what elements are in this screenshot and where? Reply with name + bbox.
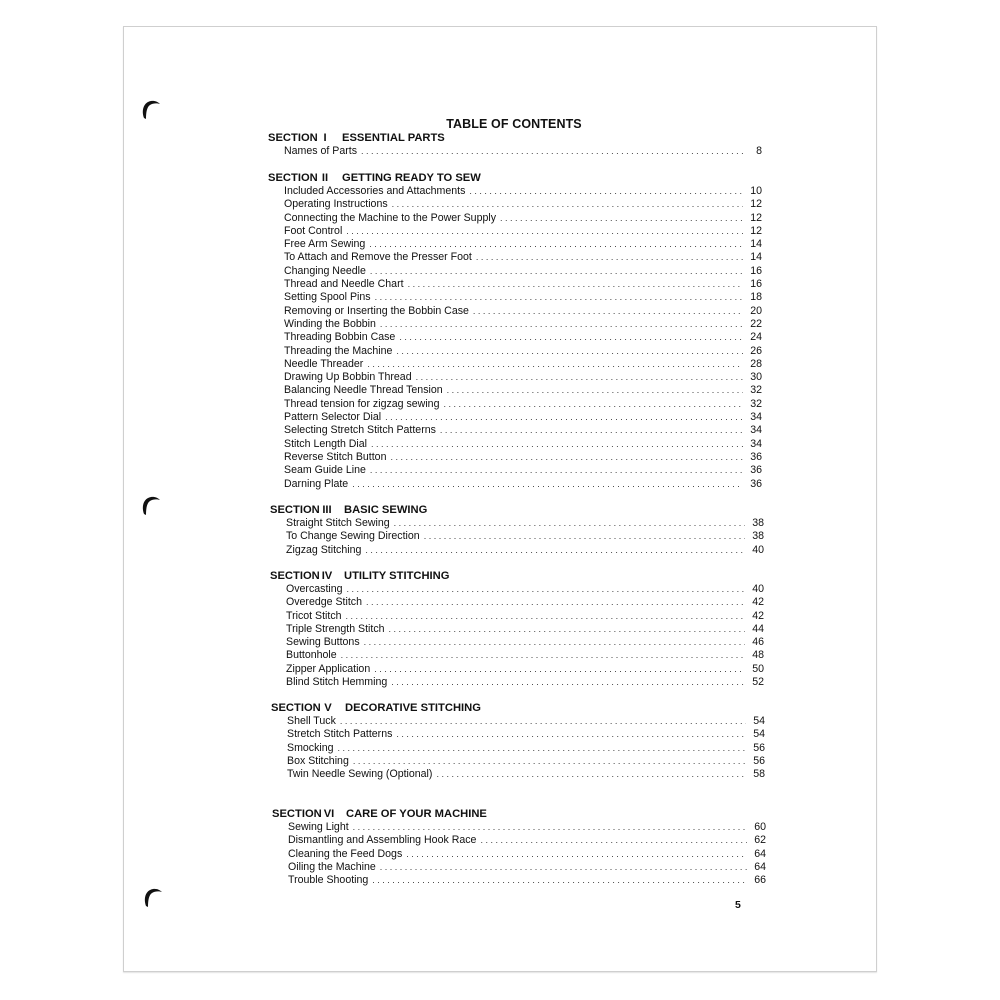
dot-leader — [406, 848, 747, 861]
entry-page-number: 16 — [750, 264, 762, 277]
toc-entry — [288, 834, 766, 847]
entry-label: Overedge Stitch — [286, 596, 362, 609]
entry-label: Dismantling and Assembling Hook Race — [288, 834, 477, 847]
entry-label: Balancing Needle Thread Tension — [284, 384, 443, 397]
entry-page-number: 8 — [756, 145, 762, 157]
toc-entry — [284, 291, 762, 304]
entry-page-number: 56 — [753, 754, 765, 767]
entry-label: Stretch Stitch Patterns — [287, 728, 393, 741]
entry-label: To Change Sewing Direction — [286, 530, 420, 543]
toc-entry — [287, 742, 765, 755]
toc-entry — [286, 530, 764, 543]
dot-leader — [346, 610, 745, 623]
entry-page-number: 44 — [752, 622, 764, 635]
entry-page-number: 24 — [750, 331, 762, 344]
entry-label: Shell Tuck — [287, 715, 336, 727]
entry-label: Free Arm Sewing — [284, 238, 366, 251]
entry-label: Tricot Stitch — [286, 609, 342, 622]
entry-page-number: 14 — [750, 251, 762, 264]
dot-leader — [370, 265, 743, 278]
entry-label: Threading Bobbin Case — [284, 331, 396, 344]
toc-entry — [284, 278, 762, 291]
dot-leader — [369, 238, 743, 251]
toc-entry — [286, 649, 764, 662]
entry-page-number: 60 — [754, 821, 766, 833]
toc-entry — [284, 305, 762, 318]
dot-leader — [392, 198, 743, 211]
entry-page-number: 26 — [750, 344, 762, 357]
dot-leader — [391, 676, 745, 689]
page-number: 5 — [735, 899, 741, 911]
entry-page-number: 12 — [750, 198, 762, 211]
entry-label: Thread tension for zigzag sewing — [284, 397, 440, 410]
toc-section-6 — [272, 807, 766, 887]
dot-leader — [371, 438, 743, 451]
entry-label: Seam Guide Line — [284, 464, 366, 477]
section-heading: SECTION V DECORATIVE STITCHING — [271, 702, 481, 714]
entry-label: Zipper Application — [286, 662, 371, 675]
dot-leader — [366, 596, 745, 609]
toc-section-5 — [271, 701, 765, 781]
dot-leader — [500, 212, 743, 225]
toc-section-4 — [270, 569, 764, 689]
entry-page-number: 18 — [750, 291, 762, 304]
entry-page-number: 16 — [750, 278, 762, 291]
dot-leader — [375, 291, 743, 304]
entry-page-number: 36 — [750, 477, 762, 490]
toc-entry — [284, 145, 762, 158]
entry-page-number: 46 — [752, 636, 764, 649]
toc-entry — [286, 583, 764, 596]
toc-entry — [284, 358, 762, 371]
toc-entry — [284, 225, 762, 238]
entry-page-number: 36 — [750, 450, 762, 463]
toc-section-1 — [268, 131, 762, 158]
page-title: TABLE OF CONTENTS — [446, 117, 582, 131]
entry-label: Drawing Up Bobbin Thread — [284, 371, 412, 384]
entry-label: Reverse Stitch Button — [284, 450, 387, 463]
toc-entry — [284, 265, 762, 278]
entry-page-number: 66 — [754, 874, 766, 887]
entry-page-number: 64 — [754, 860, 766, 873]
dot-leader — [416, 371, 743, 384]
entry-page-number: 20 — [750, 304, 762, 317]
entry-page-number: 32 — [750, 384, 762, 397]
toc-entry — [284, 424, 762, 437]
entry-label: Removing or Inserting the Bobbin Case — [284, 304, 469, 317]
entry-page-number: 38 — [752, 530, 764, 543]
toc-entry — [287, 728, 765, 741]
entry-label: Sewing Buttons — [286, 636, 360, 649]
entry-page-number: 40 — [752, 543, 764, 556]
entry-page-number: 42 — [752, 609, 764, 622]
entry-label: Connecting the Machine to the Power Supply — [284, 211, 497, 224]
dot-leader — [341, 649, 745, 662]
dot-leader — [399, 331, 743, 344]
dot-leader — [473, 305, 743, 318]
entry-label: Sewing Light — [288, 821, 349, 833]
entry-label: Included Accessories and Attachments — [284, 185, 466, 197]
entry-label: Trouble Shooting — [288, 874, 369, 887]
toc-entry — [288, 874, 766, 887]
toc-entry — [284, 438, 762, 451]
entry-page-number: 64 — [754, 847, 766, 860]
entry-page-number: 58 — [753, 768, 765, 781]
toc-entry — [288, 861, 766, 874]
entry-label: Foot Control — [284, 224, 343, 237]
toc-entry — [284, 345, 762, 358]
dot-leader — [389, 623, 745, 636]
dot-leader — [338, 742, 746, 755]
toc-entry — [288, 848, 766, 861]
entry-label: Operating Instructions — [284, 198, 388, 211]
dot-leader — [361, 145, 743, 158]
dot-leader — [353, 821, 747, 834]
toc-entry — [284, 384, 762, 397]
dot-leader — [374, 663, 745, 676]
entry-page-number: 34 — [750, 437, 762, 450]
entry-label: Selecting Stretch Stitch Patterns — [284, 424, 436, 437]
dot-leader — [364, 636, 745, 649]
dot-leader — [365, 544, 745, 557]
dot-leader — [396, 345, 743, 358]
dot-leader — [476, 251, 743, 264]
toc-entry — [286, 610, 764, 623]
entry-page-number: 22 — [750, 317, 762, 330]
dot-leader — [353, 755, 746, 768]
toc-entry — [284, 238, 762, 251]
section-heading: SECTION VI CARE OF YOUR MACHINE — [272, 808, 487, 820]
dot-leader — [347, 583, 745, 596]
dot-leader — [346, 225, 743, 238]
toc-entry — [284, 212, 762, 225]
punch-hole-icon — [141, 492, 163, 518]
entry-label: Needle Threader — [284, 357, 364, 370]
toc-entry — [286, 544, 764, 557]
toc-section-3 — [270, 503, 764, 557]
entry-label: Darning Plate — [284, 477, 349, 490]
toc-section-2 — [268, 171, 762, 491]
dot-leader — [385, 411, 743, 424]
toc-entry — [284, 318, 762, 331]
entry-label: Changing Needle — [284, 264, 366, 277]
dot-leader — [440, 424, 743, 437]
dot-leader — [436, 768, 746, 781]
entry-label: Setting Spool Pins — [284, 291, 371, 304]
entry-label: Pattern Selector Dial — [284, 411, 382, 424]
toc-entry — [284, 251, 762, 264]
entry-label: Smocking — [287, 741, 334, 754]
entry-page-number: 10 — [750, 185, 762, 197]
entry-label: Stitch Length Dial — [284, 437, 368, 450]
entry-label: To Attach and Remove the Presser Foot — [284, 251, 472, 264]
toc-entry — [287, 755, 765, 768]
entry-label: Winding the Bobbin — [284, 317, 376, 330]
entry-label: Oiling the Machine — [288, 860, 376, 873]
dot-leader — [390, 451, 743, 464]
toc-entry — [287, 768, 765, 781]
entry-page-number: 54 — [753, 715, 765, 727]
toc-entry — [286, 676, 764, 689]
dot-leader — [469, 185, 743, 198]
dot-leader — [340, 715, 746, 728]
toc-entry — [284, 185, 762, 198]
entry-label: Overcasting — [286, 583, 343, 595]
entry-page-number: 36 — [750, 464, 762, 477]
entry-page-number: 48 — [752, 649, 764, 662]
dot-leader — [394, 517, 745, 530]
toc-entry — [284, 398, 762, 411]
section-heading: SECTION IV UTILITY STITCHING — [270, 570, 450, 582]
entry-label: Thread and Needle Chart — [284, 278, 404, 291]
entry-label: Straight Stitch Sewing — [286, 517, 390, 529]
section-heading: SECTION II GETTING READY TO SEW — [268, 172, 481, 184]
entry-page-number: 62 — [754, 834, 766, 847]
dot-leader — [380, 861, 747, 874]
dot-leader — [408, 278, 743, 291]
entry-label: Blind Stitch Hemming — [286, 676, 388, 689]
toc-entry — [284, 198, 762, 211]
entry-page-number: 28 — [750, 357, 762, 370]
entry-label: Threading the Machine — [284, 344, 393, 357]
entry-page-number: 12 — [750, 224, 762, 237]
section-heading: SECTION I ESSENTIAL PARTS — [268, 132, 445, 144]
entry-page-number: 34 — [750, 424, 762, 437]
dot-leader — [447, 384, 743, 397]
entry-page-number: 30 — [750, 371, 762, 384]
toc-entry — [286, 517, 764, 530]
entry-page-number: 34 — [750, 411, 762, 424]
entry-page-number: 38 — [752, 517, 764, 529]
dot-leader — [370, 464, 743, 477]
toc-entry — [286, 663, 764, 676]
dot-leader — [424, 530, 745, 543]
entry-page-number: 32 — [750, 397, 762, 410]
dot-leader — [396, 728, 746, 741]
entry-label: Names of Parts — [284, 145, 358, 157]
entry-page-number: 14 — [750, 238, 762, 251]
toc-entry — [286, 596, 764, 609]
toc-entry — [287, 715, 765, 728]
dot-leader — [372, 874, 747, 887]
toc-entry — [284, 411, 762, 424]
toc-entry — [284, 464, 762, 477]
entry-label: Zigzag Stitching — [286, 543, 362, 556]
dot-leader — [367, 358, 743, 371]
entry-page-number: 56 — [753, 741, 765, 754]
toc-entry — [284, 371, 762, 384]
entry-label: Twin Needle Sewing (Optional) — [287, 768, 433, 781]
entry-page-number: 12 — [750, 211, 762, 224]
toc-entry — [288, 821, 766, 834]
toc-entry — [284, 331, 762, 344]
entry-page-number: 42 — [752, 596, 764, 609]
entry-page-number: 50 — [752, 662, 764, 675]
entry-label: Triple Strength Stitch — [286, 622, 385, 635]
entry-label: Box Stitching — [287, 754, 349, 767]
punch-hole-icon — [143, 884, 165, 910]
dot-leader — [380, 318, 743, 331]
section-heading: SECTION III BASIC SEWING — [270, 504, 428, 516]
entry-page-number: 54 — [753, 728, 765, 741]
toc-entry — [286, 636, 764, 649]
toc-entry — [286, 623, 764, 636]
dot-leader — [480, 834, 747, 847]
dot-leader — [352, 478, 743, 491]
entry-page-number: 52 — [752, 676, 764, 689]
toc-entry — [284, 478, 762, 491]
entry-label: Buttonhole — [286, 649, 337, 662]
entry-page-number: 40 — [752, 583, 764, 595]
toc-entry — [284, 451, 762, 464]
entry-label: Cleaning the Feed Dogs — [288, 847, 403, 860]
dot-leader — [443, 398, 743, 411]
